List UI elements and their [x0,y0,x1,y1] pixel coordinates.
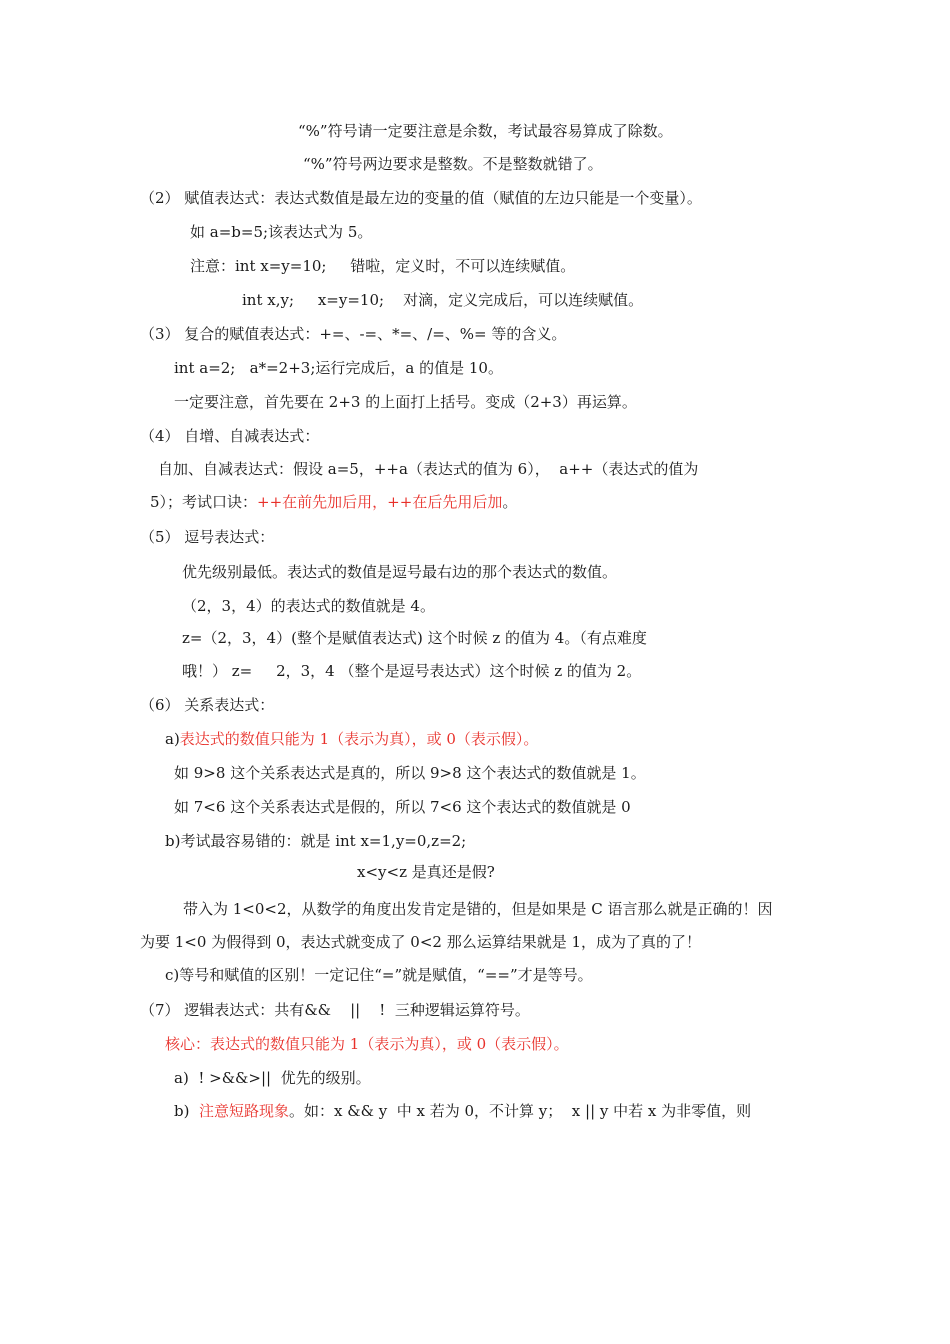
line-20 [174,763,646,783]
text-segment: 如 a=b=5;该表达式为 5。 [190,223,373,241]
line-11 [158,459,698,479]
text-segment: （5） 逗号表达式： [140,528,275,546]
text-segment: z=（2，3，4）(整个是赋值表达式) 这个时候 z 的值为 4。（有点难度 [182,629,647,647]
text-segment: 。 [502,493,518,511]
line-16 [182,628,647,648]
line-22 [165,831,466,851]
line-7 [140,324,566,344]
line-30 [174,1101,751,1121]
text-segment: c)等号和赋值的区别！一定记住“=”就是赋值，“==”才是等号。 [165,966,593,984]
line-10 [140,426,319,446]
line-3 [140,188,702,208]
line-27 [140,1000,530,1020]
text-segment: 为要 1<0 为假得到 0，表达式就变成了 0<2 那么运算结果就是 1，成为了真的了！ [140,933,702,951]
line-12 [150,492,517,512]
line-26 [165,965,593,985]
line-29 [174,1068,371,1088]
text-segment: a) ! >&&>|| 优先的级别。 [174,1069,371,1087]
text-segment: “%”符号两边要求是整数。不是整数就错了。 [303,155,603,173]
highlighted-text: 注意短路现象 [199,1102,290,1120]
line-4 [190,222,372,242]
line-5 [190,256,575,276]
line-13 [140,527,274,547]
line-23 [357,862,495,882]
text-segment: （4） 自增、自减表达式： [140,427,320,445]
text-segment: x<y<z 是真还是假? [357,863,495,881]
text-segment: 5）；考试口诀： [150,493,258,511]
text-segment: 如 9>8 这个关系表达式是真的，所以 9>8 这个表达式的数值就是 1。 [174,764,646,782]
text-segment: a) [165,730,180,748]
text-segment: 优先级别最低。表达式的数值是逗号最右边的那个表达式的数值。 [182,563,618,581]
line-2 [303,154,603,174]
text-segment: “%”符号请一定要注意是余数，考试最容易算成了除数。 [298,122,673,140]
line-1 [298,121,673,141]
line-19 [165,729,538,749]
highlighted-text: 核心：表达式的数值只能为 1（表示为真），或 0（表示假）。 [165,1035,569,1053]
text-segment: int a=2; a*=2+3;运行完成后，a 的值是 10。 [174,359,503,377]
text-segment: b)考试最容易错的：就是 int x=1,y=0,z=2; [165,832,467,850]
text-segment: 自加、自减表达式：假设 a=5，++a（表达式的值为 6）， a++（表达式的值为 [158,460,699,478]
line-28 [165,1034,569,1054]
line-15 [182,596,435,616]
line-6 [242,290,643,310]
line-21 [174,797,631,817]
text-segment: （6） 关系表达式： [140,696,275,714]
text-segment: （2） 赋值表达式：表达式数值是最左边的变量的值（赋值的左边只能是一个变量）。 [140,189,702,207]
text-segment: （7） 逻辑表达式：共有&& || ! 三种逻辑运算符号。 [140,1001,530,1019]
line-9 [174,392,637,412]
text-segment: 哦！） z= 2，3，4 （整个是逗号表达式）这个时候 z 的值为 2。 [182,662,642,680]
text-segment: 带入为 1<0<2，从数学的角度出发肯定是错的，但是如果是 C 语言那么就是正确的！因 [183,900,773,918]
text-segment: 。如：x && y 中 x 若为 0，不计算 y； x || y 中若 x 为非零值，则 [289,1102,752,1120]
highlighted-text: 表达式的数值只能为 1（表示为真），或 0（表示假）。 [179,730,539,748]
highlighted-text: ++在前先加后用，++在后先用后加 [257,493,503,511]
line-17 [182,661,641,681]
line-24 [183,899,773,919]
text-segment: int x,y; x=y=10; 对滴，定义完成后，可以连续赋值。 [242,291,644,309]
text-segment: b) [174,1102,199,1120]
line-8 [174,358,503,378]
line-18 [140,695,274,715]
text-segment: 一定要注意，首先要在 2+3 的上面打上括号。变成（2+3）再运算。 [174,393,637,411]
text-segment: （2，3，4）的表达式的数值就是 4。 [182,597,435,615]
text-segment: 如 7<6 这个关系表达式是假的，所以 7<6 这个表达式的数值就是 0 [174,798,631,816]
line-25 [140,932,701,952]
text-segment: （3） 复合的赋值表达式：+=、-=、*=、/=、%= 等的含义。 [140,325,567,343]
line-14 [182,562,617,582]
text-segment: 注意：int x=y=10; 错啦，定义时，不可以连续赋值。 [190,257,576,275]
